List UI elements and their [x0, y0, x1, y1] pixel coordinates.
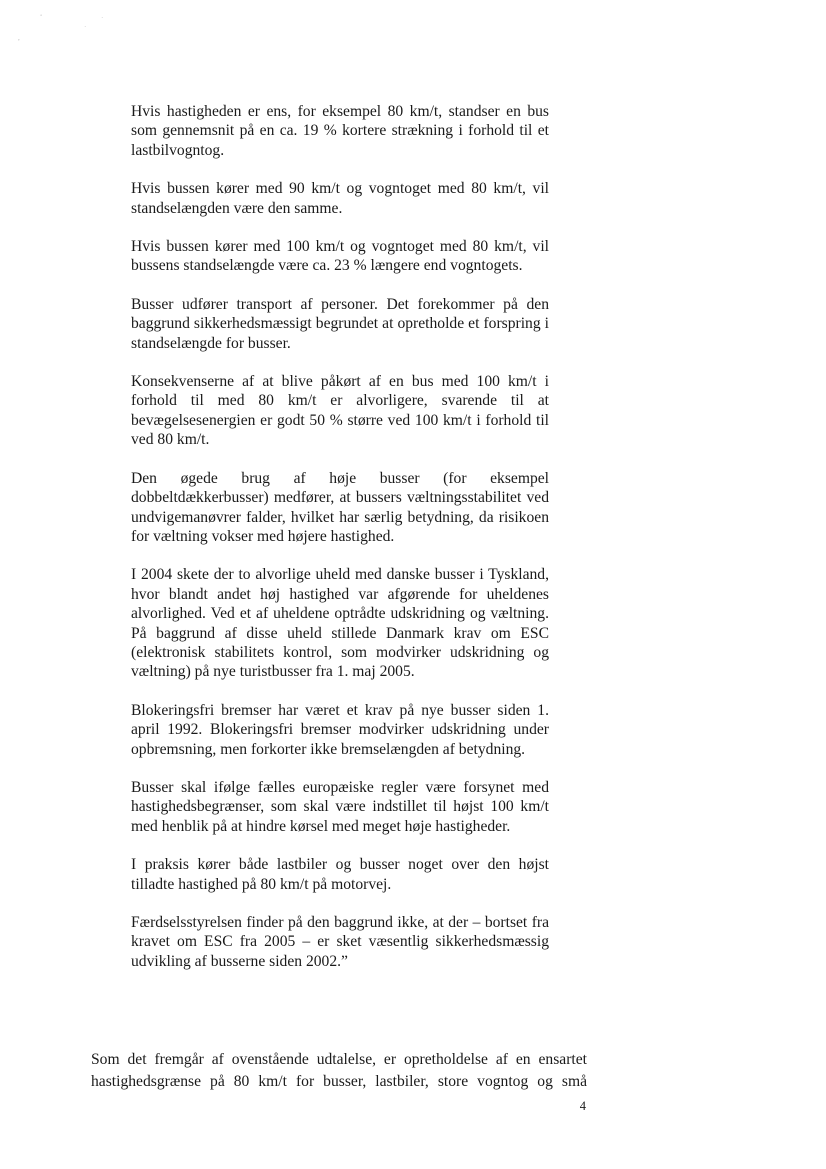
quote-paragraph: I praksis kører både lastbiler og busser noget over den højst tilladte hastighed på 80 km/t på motorvej. [131, 856, 549, 893]
body-line: hastighedsgrænse på 80 km/t for busser, lastbiler, store vogntog og små [91, 1073, 587, 1090]
body-paragraph [91, 1049, 587, 1093]
scan-speck: , [18, 34, 20, 42]
quote-paragraph: I 2004 skete der to alvorlige uheld med danske busser i Tyskland, hvor blandt andet høj hastighed var afgørende for uheldenes alvorlighed. Ved et af uheldene optrådte udskridning og væltning. På baggrund af disse uheld stillede Danmark krav om ESC (elektronisk stabilitets kontrol, som modvirker udskridning og væltning) på nye turistbusser fra 1. maj 2005. [131, 566, 549, 681]
quote-paragraph: Busser udfører transport af personer. Det forekommer på den baggrund sikkerhedsmæssigt begrundet at opretholde et forspring i standselængde for busser. [131, 295, 549, 352]
scan-speck: ˙ [101, 16, 104, 24]
quote-paragraph: Hvis hastigheden er ens, for eksempel 80 km/t, standser en bus som gennemsnit på en ca. 19 % kortere strækning i forhold til et lastbilvogntog. [131, 103, 549, 159]
page-number: 4 [579, 1099, 586, 1113]
body-line: Som det fremgår af ovenstående udtalelse, er opretholdelse af en ensartet [91, 1051, 587, 1068]
scan-speck: ˚ [40, 14, 43, 22]
quote-paragraph: Den øgede brug af høje busser (for eksempel dobbeltdækkerbusser) medfører, at bussers væltningsstabilitet ved undvigemanøvrer falder, hvilket har særlig betydning, da risikoen for væltning vokser med højere hastighed. [131, 469, 549, 545]
quoted-statement [131, 102, 549, 971]
quote-paragraph: Hvis bussen kører med 100 km/t og vogntoget med 80 km/t, vil bussens standselængde være ca. 23 % længere end vogntogets. [131, 238, 549, 275]
quote-paragraph: Konsekvenserne af at blive påkørt af en bus med 100 km/t i forhold til med 80 km/t er alvorligere, svarende til at bevægelsesenergien er godt 50 % større ved 100 km/t i forhold til ved 80 km/t. [131, 373, 549, 449]
quote-paragraph: Færdselsstyrelsen finder på den baggrund ikke, at der – bortset fra kravet om ESC fra 2005 – er sket væsentlig sikkerhedsmæssig udvikling af busserne siden 2002.” [131, 914, 549, 970]
quote-paragraph: Blokeringsfri bremser har været et krav på nye busser siden 1. april 1992. Blokeringsfri bremser modvirker udskridning under opbremsning, men forkorter ikke bremselængden af betydning. [131, 701, 549, 758]
scan-speck: ˙ [84, 25, 87, 33]
quote-paragraph: Hvis bussen kører med 90 km/t og vogntoget med 80 km/t, vil standselængden være den samme. [131, 180, 549, 217]
quote-paragraph: Busser skal ifølge fælles europæiske regler være forsynet med hastighedsbegrænser, som skal være indstillet til højst 100 km/t med henblik på at hindre kørsel med meget høje hastigheder. [131, 778, 549, 835]
